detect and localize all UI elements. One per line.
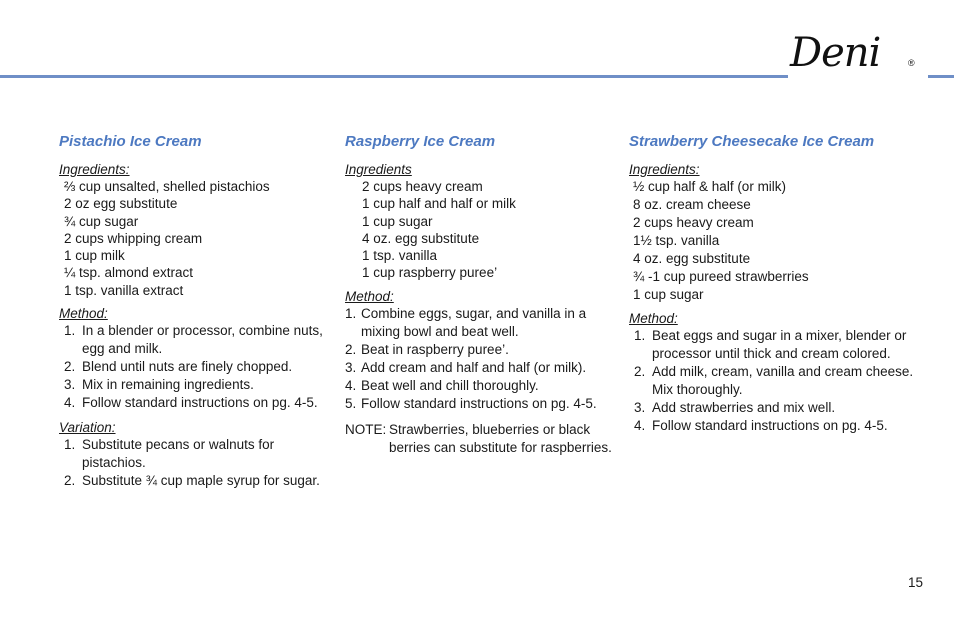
ingredient-item: 1 cup half and half or milk [362, 196, 516, 212]
method-step: 2. Beat in raspberry puree’. [345, 341, 509, 357]
method-step: 4. Follow standard instructions on pg. 4-5. [634, 418, 888, 433]
method-step: 1. Beat eggs and sugar in a mixer, blender or processor until thick and cream colored. [634, 328, 907, 361]
method-heading: Method: [59, 306, 108, 322]
recipe-note [345, 421, 620, 457]
note-label: NOTE: [345, 421, 387, 437]
method-step: 3. Add strawberries and mix well. [634, 400, 836, 415]
method-step: 2. Blend until nuts are finely chopped. [64, 359, 293, 375]
ingredient-item: 8 oz. cream cheese [633, 197, 751, 212]
brand-logo [790, 30, 930, 92]
ingredient-item: ⅔ cup unsalted, shelled pistachios [64, 179, 270, 194]
header-rule-right [928, 75, 954, 78]
ingredient-item: ¾ cup sugar [64, 213, 139, 229]
variation-list [59, 436, 334, 490]
ingredient-item: 4 oz. egg substitute [633, 251, 751, 266]
method-list [59, 322, 334, 412]
method-step: 4. Beat well and chill thoroughly. [345, 377, 539, 393]
method-list [345, 305, 620, 413]
ingredient-item: ¾ -1 cup pureed strawberries [633, 269, 809, 284]
ingredients-list [629, 178, 929, 304]
ingredient-item: 1½ tsp. vanilla [633, 233, 720, 248]
method-heading: Method: [629, 311, 678, 326]
method-step: 2. Add milk, cream, vanilla and cream cheese. Mix thoroughly. [634, 364, 914, 397]
ingredient-item: 2 oz egg substitute [64, 196, 178, 212]
ingredient-item: 1 cup raspberry puree’ [362, 265, 498, 281]
recipe-title: Strawberry Cheesecake Ice Cream [629, 133, 875, 150]
note-text: Strawberries, blueberries or black berries can substitute for raspberries. [389, 421, 612, 455]
method-step: 3. Add cream and half and half (or milk). [345, 359, 587, 375]
method-heading: Method: [345, 288, 394, 304]
page-number: 15 [908, 575, 924, 590]
variation-heading: Variation: [59, 420, 116, 436]
ingredient-item: 1 cup milk [64, 248, 125, 264]
ingredient-item: 2 cups heavy cream [362, 179, 483, 194]
method-step: 4. Follow standard instructions on pg. 4-5. [64, 395, 318, 411]
method-step: 3. Mix in remaining ingredients. [64, 377, 254, 393]
ingredient-item: ½ cup half & half (or milk) [633, 179, 787, 194]
method-step: 1. In a blender or processor, combine nuts, egg and milk. [64, 323, 323, 357]
ingredient-item: 1 tsp. vanilla [362, 248, 438, 264]
variation-step: 1. Substitute pecans or walnuts for pistachios. [64, 437, 275, 471]
ingredients-list [59, 178, 334, 299]
ingredients-list [345, 178, 620, 282]
variation-step: 2. Substitute ¾ cup maple syrup for sugar. [64, 473, 320, 489]
logo-wordmark: Deni [790, 30, 881, 76]
recipe-pistachio [59, 133, 334, 498]
registered-mark: ® [908, 58, 915, 68]
method-step: 1. Combine eggs, sugar, and vanilla in a mixing bowl and beat well. [345, 305, 587, 339]
method-list [629, 327, 929, 435]
ingredient-item: 1 cup sugar [633, 287, 704, 302]
method-step: 5. Follow standard instructions on pg. 4-5. [345, 395, 597, 411]
ingredient-item: ¼ tsp. almond extract [64, 265, 194, 281]
ingredients-heading: Ingredients [345, 162, 412, 177]
header-rule-left [0, 75, 788, 78]
ingredient-item: 1 tsp. vanilla extract [64, 282, 184, 298]
recipe-strawberry-cheesecake [629, 133, 929, 443]
ingredient-item: 2 cups whipping cream [64, 230, 203, 246]
recipe-raspberry [345, 133, 620, 457]
ingredients-heading: Ingredients: [629, 162, 700, 177]
recipe-title: Pistachio Ice Cream [59, 133, 202, 150]
ingredient-item: 4 oz. egg substitute [362, 230, 480, 246]
ingredient-item: 1 cup sugar [362, 213, 433, 229]
recipe-title: Raspberry Ice Cream [345, 133, 496, 150]
ingredient-item: 2 cups heavy cream [633, 215, 754, 230]
ingredients-heading: Ingredients: [59, 162, 130, 177]
